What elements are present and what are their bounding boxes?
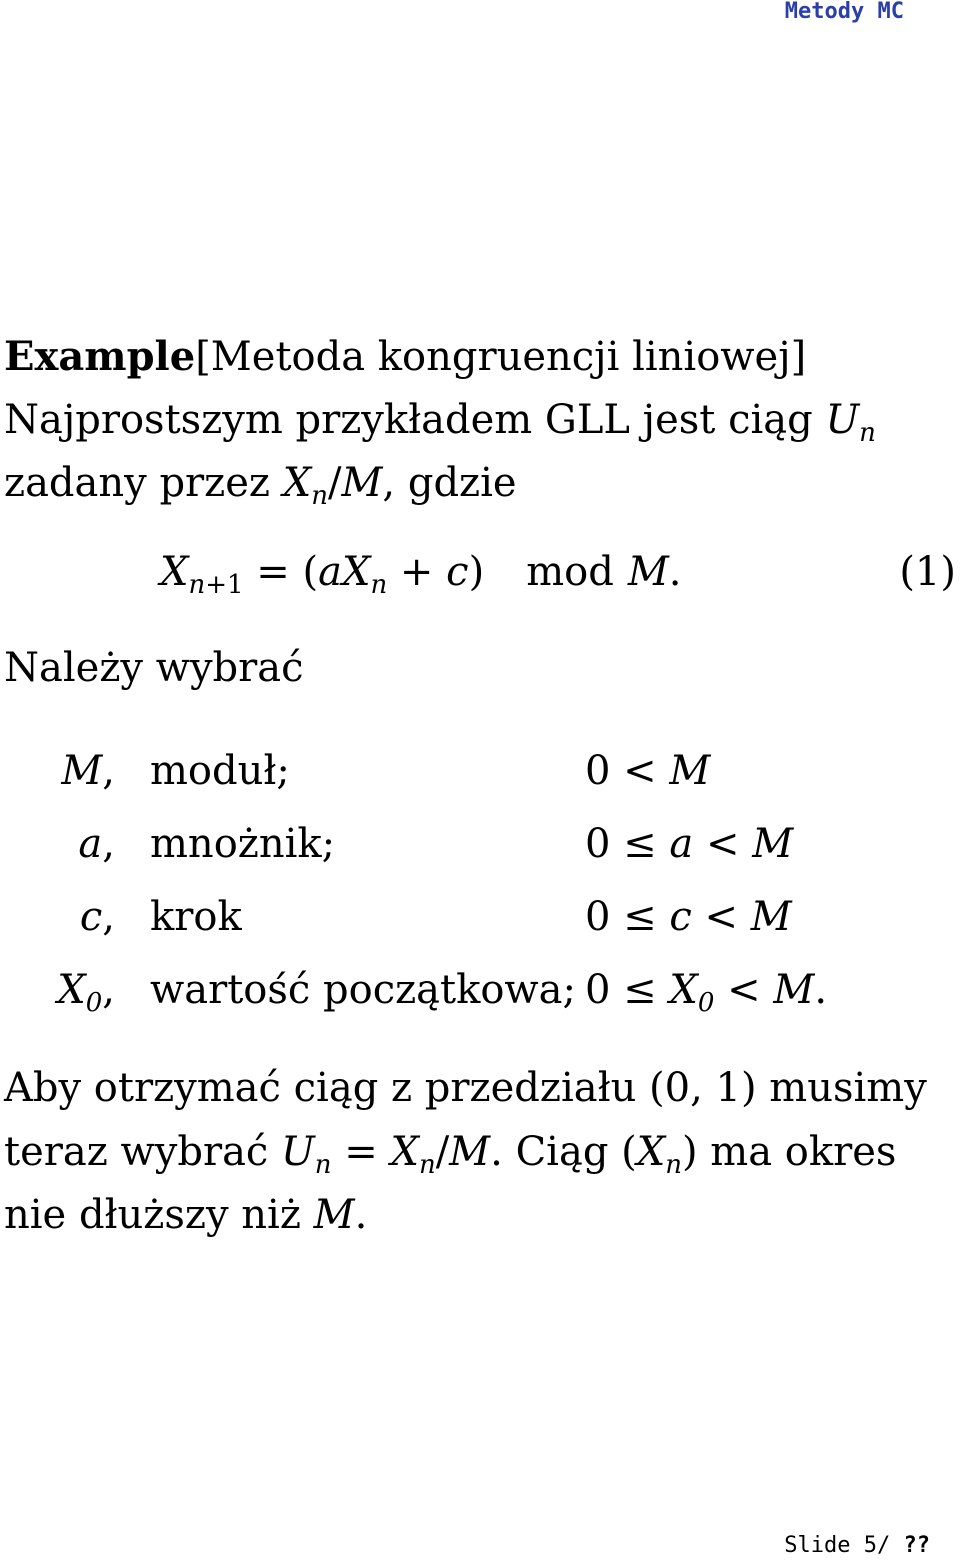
- slide-label: Slide 5/: [784, 1533, 904, 1558]
- param-condition: 0 < M: [585, 748, 711, 794]
- eq-x-sub: n: [370, 570, 388, 600]
- slide-number: [784, 1529, 930, 1563]
- eq-equals: = (: [243, 549, 319, 595]
- eq-a: a: [318, 549, 342, 595]
- conclusion-eq: =: [331, 1129, 391, 1175]
- conclusion-x-sub: n: [418, 1150, 436, 1180]
- conclusion-line-3: [4, 1183, 367, 1247]
- eq-plus: +: [387, 549, 447, 595]
- example-title-line: [4, 325, 806, 389]
- param-description: wartość początkowa;: [150, 967, 576, 1013]
- param-description: krok: [150, 894, 242, 940]
- intro-line-3: [4, 451, 517, 515]
- conclusion-line3-post: .: [354, 1192, 368, 1238]
- conclusion-post: ) ma okres: [681, 1129, 897, 1175]
- conclusion-line-2: [4, 1120, 896, 1184]
- param-condition: 0 ≤ a < M: [585, 821, 794, 867]
- slide-total: ??: [903, 1533, 930, 1558]
- conclusion-x: X: [390, 1129, 419, 1175]
- conclusion-line3-pre: nie dłuższy niż: [4, 1192, 314, 1238]
- intro-line2-text: Najprostszym przykładem GLL jest ciąg: [4, 397, 826, 443]
- conclusion-mid: . Ciąg (: [490, 1129, 637, 1175]
- eq-x: X: [341, 549, 371, 595]
- conclusion-slash: /: [435, 1129, 450, 1175]
- param-condition: 0 ≤ c < M: [585, 894, 792, 940]
- conclusion-line2-pre: teraz wybrać: [4, 1129, 282, 1175]
- header-title: Metody MC: [784, 0, 904, 24]
- param-condition: $0 \le X_0 < M$.: [585, 967, 828, 1018]
- intro-line3-mid: /: [327, 460, 342, 506]
- intro-line3-prefix: zadany przez: [4, 460, 283, 506]
- eq-m: M: [627, 549, 669, 595]
- intro-line3-suffix: , gdzie: [382, 460, 517, 506]
- param-description: moduł;: [150, 748, 290, 794]
- recurrence-equation: [160, 540, 682, 604]
- intro-line3-sub: n: [311, 481, 328, 511]
- conclusion-u-sub: n: [314, 1150, 332, 1180]
- intro-line2-sub: n: [859, 418, 876, 448]
- param-symbol: $X_0$,: [57, 967, 115, 1018]
- conclusion-line3-m: M: [313, 1192, 355, 1238]
- conclusion-u: U: [281, 1129, 315, 1175]
- eq-dot: .: [668, 549, 682, 595]
- intro-line-2: [4, 388, 876, 452]
- intro-line3-var2: M: [341, 460, 383, 506]
- eq-mod: mod: [526, 549, 614, 595]
- choose-text: Należy wybrać: [4, 645, 304, 691]
- eq-c: c: [446, 549, 469, 595]
- example-label: Example: [4, 333, 196, 380]
- param-description: mnożnik;: [150, 821, 336, 867]
- eq-close: ): [468, 549, 485, 595]
- param-symbol: M,: [61, 748, 115, 794]
- example-bracket-title: [Metoda kongruencji liniowej]: [195, 334, 807, 380]
- conclusion-x2-sub: n: [665, 1150, 682, 1180]
- param-symbol: c,: [79, 894, 115, 940]
- equation-number: (1): [899, 549, 956, 595]
- intro-line3-var: X: [282, 460, 312, 506]
- conclusion-x2: X: [636, 1129, 666, 1175]
- param-symbol: a,: [78, 821, 115, 867]
- eq-lhs-var: X: [160, 549, 189, 595]
- conclusion-line-1: Aby otrzymać ciąg z przedziału (0, 1) musimy: [4, 1065, 927, 1111]
- eq-lhs-sub: n+1: [188, 570, 244, 600]
- conclusion-m: M: [449, 1129, 491, 1175]
- intro-line2-var: U: [825, 397, 860, 443]
